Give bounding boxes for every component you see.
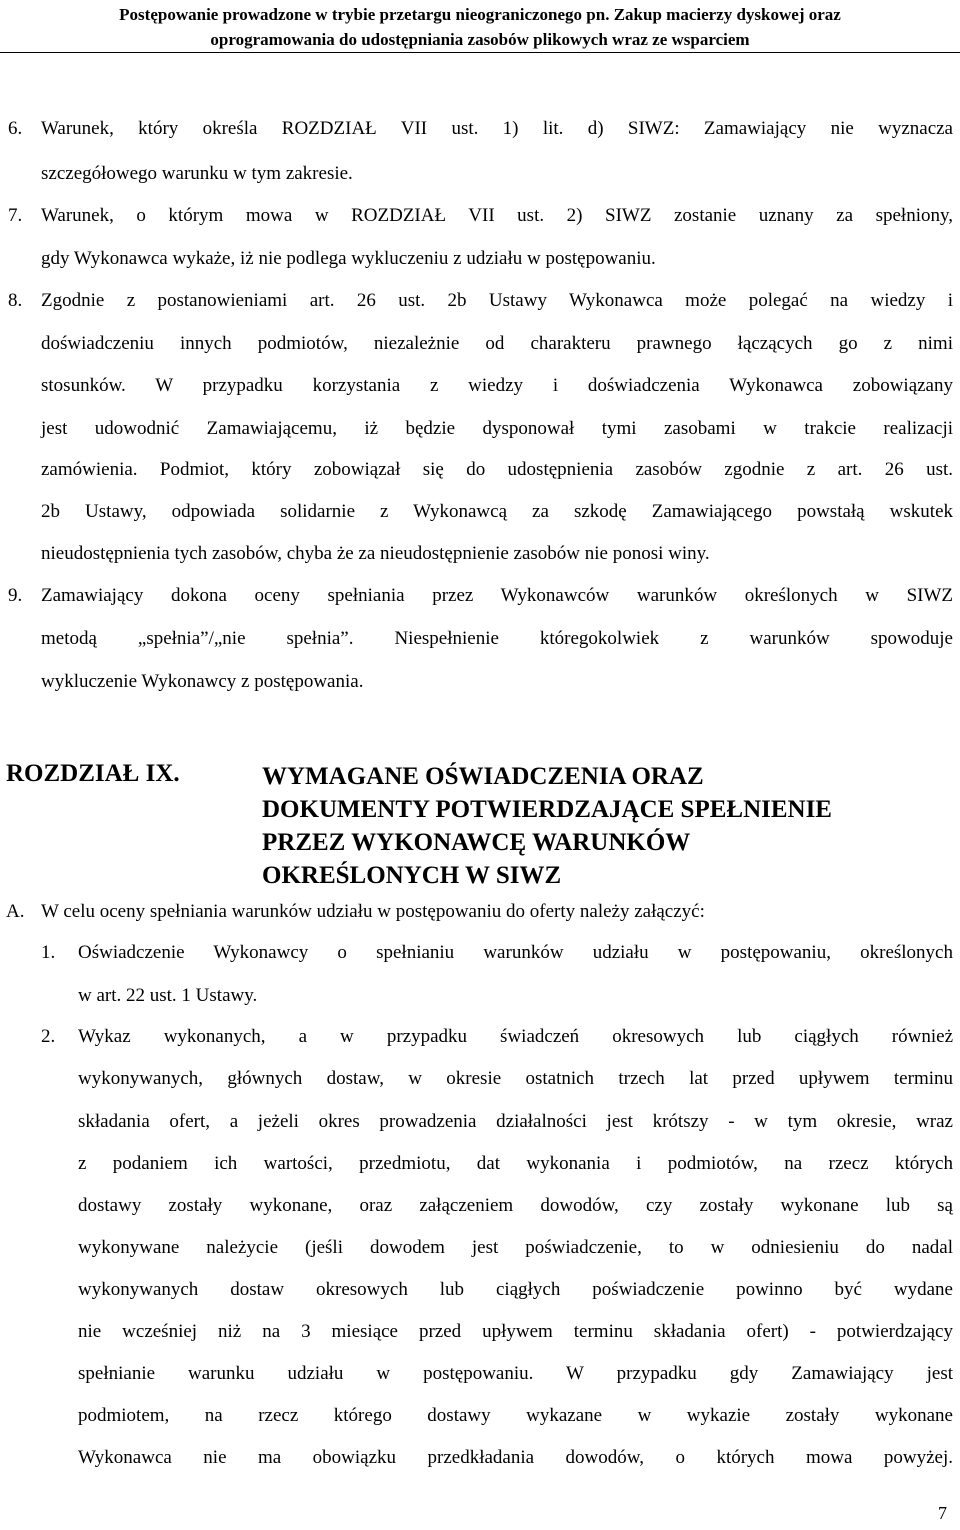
list-item-text-line: wykonywanych, głównych dostaw, w okresie ostatnich trzech lat przed upływem terminu: [78, 1068, 953, 1089]
point-text-line: Zamawiający dokona oceny spełniania przez Wykonawców warunków określonych w SIWZ: [41, 585, 953, 606]
header-line-2: oprogramowania do udostępniania zasobów plikowych wraz ze wsparciem: [210, 30, 750, 49]
list-item-text-line: nie wcześniej niż na 3 miesiące przed upływem terminu składania ofert) - potwierdzający: [78, 1321, 953, 1342]
list-item-text-line: wykonywane należycie (jeśli dowodem jest poświadczenie, to w odniesieniu do nadal: [78, 1237, 953, 1258]
point-text-line: jest udowodnić Zamawiającemu, iż będzie dysponował tymi zasobami w trakcie realizacji: [41, 418, 953, 439]
list-item-text-line: składania ofert, a jeżeli okres prowadzenia działalności jest krótszy - w tym okresie, wraz: [78, 1111, 953, 1132]
list-item-number: 2.: [41, 1026, 56, 1047]
point-text-line: szczegółowego warunku w tym zakresie.: [41, 163, 353, 184]
point-number: 6.: [8, 118, 23, 139]
point-text-line: metodą „spełnia”/„nie spełnia”. Niespełnienie któregokolwiek z warunków spowoduje: [41, 628, 953, 649]
document-header: [0, 0, 960, 52]
list-item-text-line: Oświadczenie Wykonawcy o spełnianiu warunków udziału w postępowaniu, określonych: [78, 942, 953, 963]
list-item-text-line: podmiotem, na rzecz którego dostawy wykazane w wykazie zostały wykonane: [78, 1405, 953, 1426]
list-item-text-line: dostawy zostały wykonane, oraz załączeniem dowodów, czy zostały wykonane lub są: [78, 1195, 953, 1216]
list-item-text-line: w art. 22 ust. 1 Ustawy.: [78, 985, 258, 1006]
chapter-title-line: OKREŚLONYCH W SIWZ: [262, 862, 562, 889]
chapter-title-line: DOKUMENTY POTWIERDZAJĄCE SPEŁNIENIE: [262, 796, 832, 823]
list-item-text-line: Wykonawca nie ma obowiązku przedkładania dowodów, o których mowa powyżej.: [78, 1447, 953, 1468]
header-line-1: Postępowanie prowadzone w trybie przetargu nieograniczonego pn. Zakup macierzy dyskowej oraz: [119, 5, 841, 24]
point-number: 8.: [8, 290, 23, 311]
list-item-text-line: Wykaz wykonanych, a w przypadku świadczeń okresowych lub ciągłych również: [78, 1026, 953, 1047]
list-item-text-line: z podaniem ich wartości, przedmiotu, dat wykonania i podmiotów, na rzecz których: [78, 1153, 953, 1174]
point-text-line: Warunek, o którym mowa w ROZDZIAŁ VII ust. 2) SIWZ zostanie uznany za spełniony,: [41, 205, 953, 226]
chapter-title: [262, 760, 832, 892]
list-item-number: 1.: [41, 942, 56, 963]
section-a-intro: W celu oceny spełniania warunków udziału w postępowaniu do oferty należy załączyć:: [41, 901, 705, 922]
chapter-title-line: PRZEZ WYKONAWCĘ WARUNKÓW: [262, 829, 691, 856]
point-text-line: gdy Wykonawca wykaże, iż nie podlega wykluczeniu z udziału w postępowaniu.: [41, 248, 656, 269]
point-text-line: wykluczenie Wykonawcy z postępowania.: [41, 671, 364, 692]
page-number: 7: [938, 1503, 947, 1523]
header-divider: [0, 52, 960, 53]
point-text-line: stosunków. W przypadku korzystania z wiedzy i doświadczenia Wykonawca zobowiązany: [41, 375, 953, 396]
list-item-text-line: spełnianie warunku udziału w postępowaniu. W przypadku gdy Zamawiający jest: [78, 1363, 953, 1384]
list-item-text-line: wykonywanych dostaw okresowych lub ciągłych poświadczenie powinno być wydane: [78, 1279, 953, 1300]
chapter-title-line: WYMAGANE OŚWIADCZENIA ORAZ: [262, 763, 704, 790]
point-text-line: zamówienia. Podmiot, który zobowiązał się do udostępnienia zasobów zgodnie z art. 26 ust.: [41, 459, 953, 480]
point-number: 9.: [8, 585, 23, 606]
section-a-label: A.: [6, 901, 25, 922]
point-text-line: doświadczeniu innych podmiotów, niezależnie od charakteru prawnego łączących go z nimi: [41, 333, 953, 354]
point-text-line: nieudostępnienia tych zasobów, chyba że za nieudostępnienie zasobów nie ponosi winy.: [41, 543, 710, 564]
chapter-label: ROZDZIAŁ IX.: [6, 760, 180, 787]
point-number: 7.: [8, 205, 23, 226]
point-text-line: Warunek, który określa ROZDZIAŁ VII ust. 1) lit. d) SIWZ: Zamawiający nie wyznacza: [41, 118, 953, 139]
point-text-line: 2b Ustawy, odpowiada solidarnie z Wykonawcą za szkodę Zamawiającego powstałą wskutek: [41, 501, 953, 522]
point-text-line: Zgodnie z postanowieniami art. 26 ust. 2b Ustawy Wykonawca może polegać na wiedzy i: [41, 290, 953, 311]
